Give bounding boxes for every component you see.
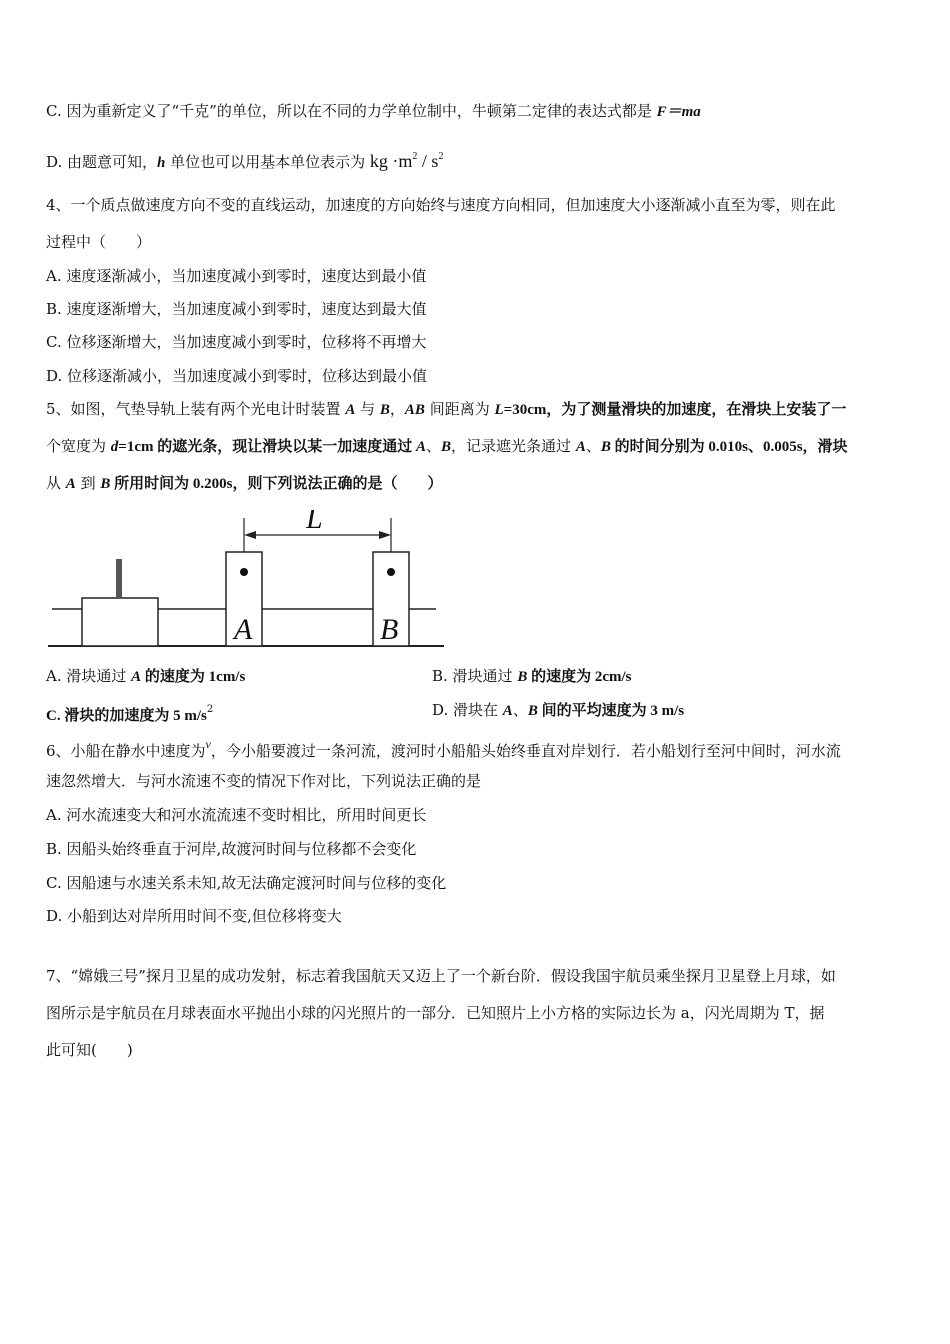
- q5-s1h: L: [494, 402, 504, 418]
- q5-s1c: 与: [355, 400, 380, 418]
- gate-a-sensor: [240, 568, 248, 576]
- dim-arrow-right: [379, 531, 391, 539]
- q5-s3b: A: [65, 476, 76, 492]
- q5-s1a: 5、如图，气垫导轨上装有两个光电计时装置: [46, 400, 346, 418]
- q3-option-d: [46, 147, 443, 173]
- q5-s1f: AB: [404, 402, 425, 418]
- label-A: A: [234, 613, 253, 646]
- q5-s1i: =30cm，为了测量滑块的加速度，在滑块上安装了一: [503, 402, 847, 418]
- q4-option-d: D. 位移逐渐减小，当加速度减小到零时，位移达到最小值: [46, 367, 428, 385]
- q5-s2f: B: [441, 439, 452, 455]
- q5-s2b: d: [110, 439, 119, 455]
- dim-arrow-left: [244, 531, 256, 539]
- q5-option-c: [46, 700, 213, 726]
- q3-unit-expression: [370, 151, 444, 171]
- q5-s2j: B: [600, 439, 611, 455]
- q4-stem-line1: 4、一个质点做速度方向不变的直线运动，加速度的方向始终与速度方向相同，但加速度大小逐渐减小直至为零，则在此: [46, 196, 836, 214]
- q3-option-d-text2: 单位也可以用基本单位表示为: [165, 153, 370, 171]
- label-L: L: [306, 510, 323, 535]
- q5-option-b-symbol: B: [517, 669, 528, 685]
- q5-option-a-text2: 的速度为 1cm/s: [141, 669, 246, 685]
- q3-option-d-text: D. 由题意可知，: [46, 153, 158, 171]
- q6-option-d: D. 小船到达对岸所用时间不变,但位移将变大: [46, 907, 342, 925]
- q5-s3c: 到: [75, 474, 101, 492]
- q5-option-a-text1: A. 滑块通过: [46, 667, 132, 685]
- q5-s1g: 间距离为: [424, 400, 495, 418]
- unit-exp1: 2: [412, 151, 418, 162]
- unit-kg: kg: [369, 151, 388, 171]
- unit-exp2: 2: [438, 151, 444, 162]
- q5-stem-line3: [46, 473, 442, 494]
- q5-stem-line2: [46, 436, 848, 457]
- q3-formula: F＝ma: [656, 104, 701, 120]
- q7-stem-line3: 此可知( ): [46, 1041, 133, 1059]
- q5-option-d-symbol-b: B: [527, 703, 538, 719]
- q6-s1a: 6、小船在静水中速度为: [46, 742, 206, 760]
- q5-s3d: B: [100, 476, 111, 492]
- q4-option-b: B. 速度逐渐增大，当加速度减小到零时，速度达到最大值: [46, 300, 427, 318]
- q5-s1d: B: [379, 402, 390, 418]
- q5-option-b-text1: B. 滑块通过: [432, 667, 518, 685]
- q6-stem-line1: [46, 734, 841, 761]
- q4-option-c: C. 位移逐渐增大，当加速度减小到零时，位移将不再增大: [46, 333, 427, 351]
- q5-s3e: 所用时间为 0.200s，则下列说法正确的是（ ）: [110, 476, 443, 492]
- q5-option-a: [46, 666, 245, 687]
- unit-m: ·m: [392, 151, 413, 171]
- q5-s1e: ，: [389, 400, 405, 418]
- q3-option-c-text: C. 因为重新定义了“千克”的单位，所以在不同的力学单位制中，牛顿第二定律的表达式都是: [46, 102, 657, 120]
- q5-s2d: A: [415, 439, 426, 455]
- q5-s2k: 的时间分别为 0.010s、0.005s，滑块: [610, 439, 848, 455]
- q6-stem-line2: 速忽然增大．与河水流速不变的情况下作对比，下列说法正确的是: [46, 772, 482, 790]
- q6-option-b: B. 因船头始终垂直于河岸,故渡河时间与位移都不会变化: [46, 840, 417, 858]
- q4-stem-line2: 过程中（ ）: [46, 233, 152, 251]
- q6-option-a: A. 河水流速变大和河水流流速不变时相比，所用时间更长: [46, 806, 427, 824]
- q6-option-c: C. 因船速与水速关系未知,故无法确定渡河时间与位移的变化: [46, 874, 447, 892]
- gate-b-sensor: [387, 568, 395, 576]
- q5-s3a: 从: [46, 474, 66, 492]
- q5-option-b: [432, 666, 632, 687]
- q5-stem-line1: [46, 399, 846, 420]
- slider-block: [82, 598, 158, 646]
- q5-option-d-sep: 、: [512, 701, 528, 719]
- q5-option-d: [432, 700, 684, 721]
- shading-strip: [116, 559, 122, 598]
- q4-option-a: A. 速度逐渐减小，当加速度减小到零时，速度达到最小值: [46, 267, 427, 285]
- q3-h-symbol: h: [157, 155, 166, 171]
- q6-v-symbol: v: [205, 737, 211, 751]
- q7-stem-line1: 7、“嫦娥三号”探月卫星的成功发射，标志着我国航天又迈上了一个新台阶．假设我国宇航员乘坐探月卫星登上月球，如: [46, 967, 836, 985]
- air-track-figure: [44, 510, 454, 655]
- q3-option-c: [46, 101, 701, 122]
- q5-option-d-text1: D. 滑块在: [432, 701, 503, 719]
- q5-option-c-text: C. 滑块的加速度为 5 m/s: [46, 708, 207, 724]
- q5-s1b: A: [345, 402, 356, 418]
- q5-option-d-symbol-a: A: [502, 703, 513, 719]
- q5-s2a: 个宽度为: [46, 437, 111, 455]
- q6-s1b: ，今小船要渡过一条河流，渡河时小船船头始终垂直对岸划行．若小船划行至河中间时，河水流: [210, 742, 841, 760]
- q7-stem-line2: 图所示是宇航员在月球表面水平抛出小球的闪光照片的一部分．已知照片上小方格的实际边长为 a，闪光周期为 T，据: [46, 1004, 825, 1022]
- label-B: B: [380, 613, 399, 646]
- q5-s2c: =1cm 的遮光条，现让滑块以某一加速度通过: [118, 439, 416, 455]
- q5-option-a-symbol: A: [131, 669, 142, 685]
- unit-s: / s: [421, 151, 439, 171]
- q5-option-d-text2: 间的平均速度为 3 m/s: [537, 703, 685, 719]
- q5-s2g: ，记录遮光条通过: [451, 437, 576, 455]
- q5-s2h: A: [575, 439, 586, 455]
- q5-s2i: 、: [585, 437, 601, 455]
- q5-option-b-text2: 的速度为 2cm/s: [527, 669, 632, 685]
- q5-s2e: 、: [426, 437, 442, 455]
- q5-option-c-sup: 2: [206, 704, 214, 715]
